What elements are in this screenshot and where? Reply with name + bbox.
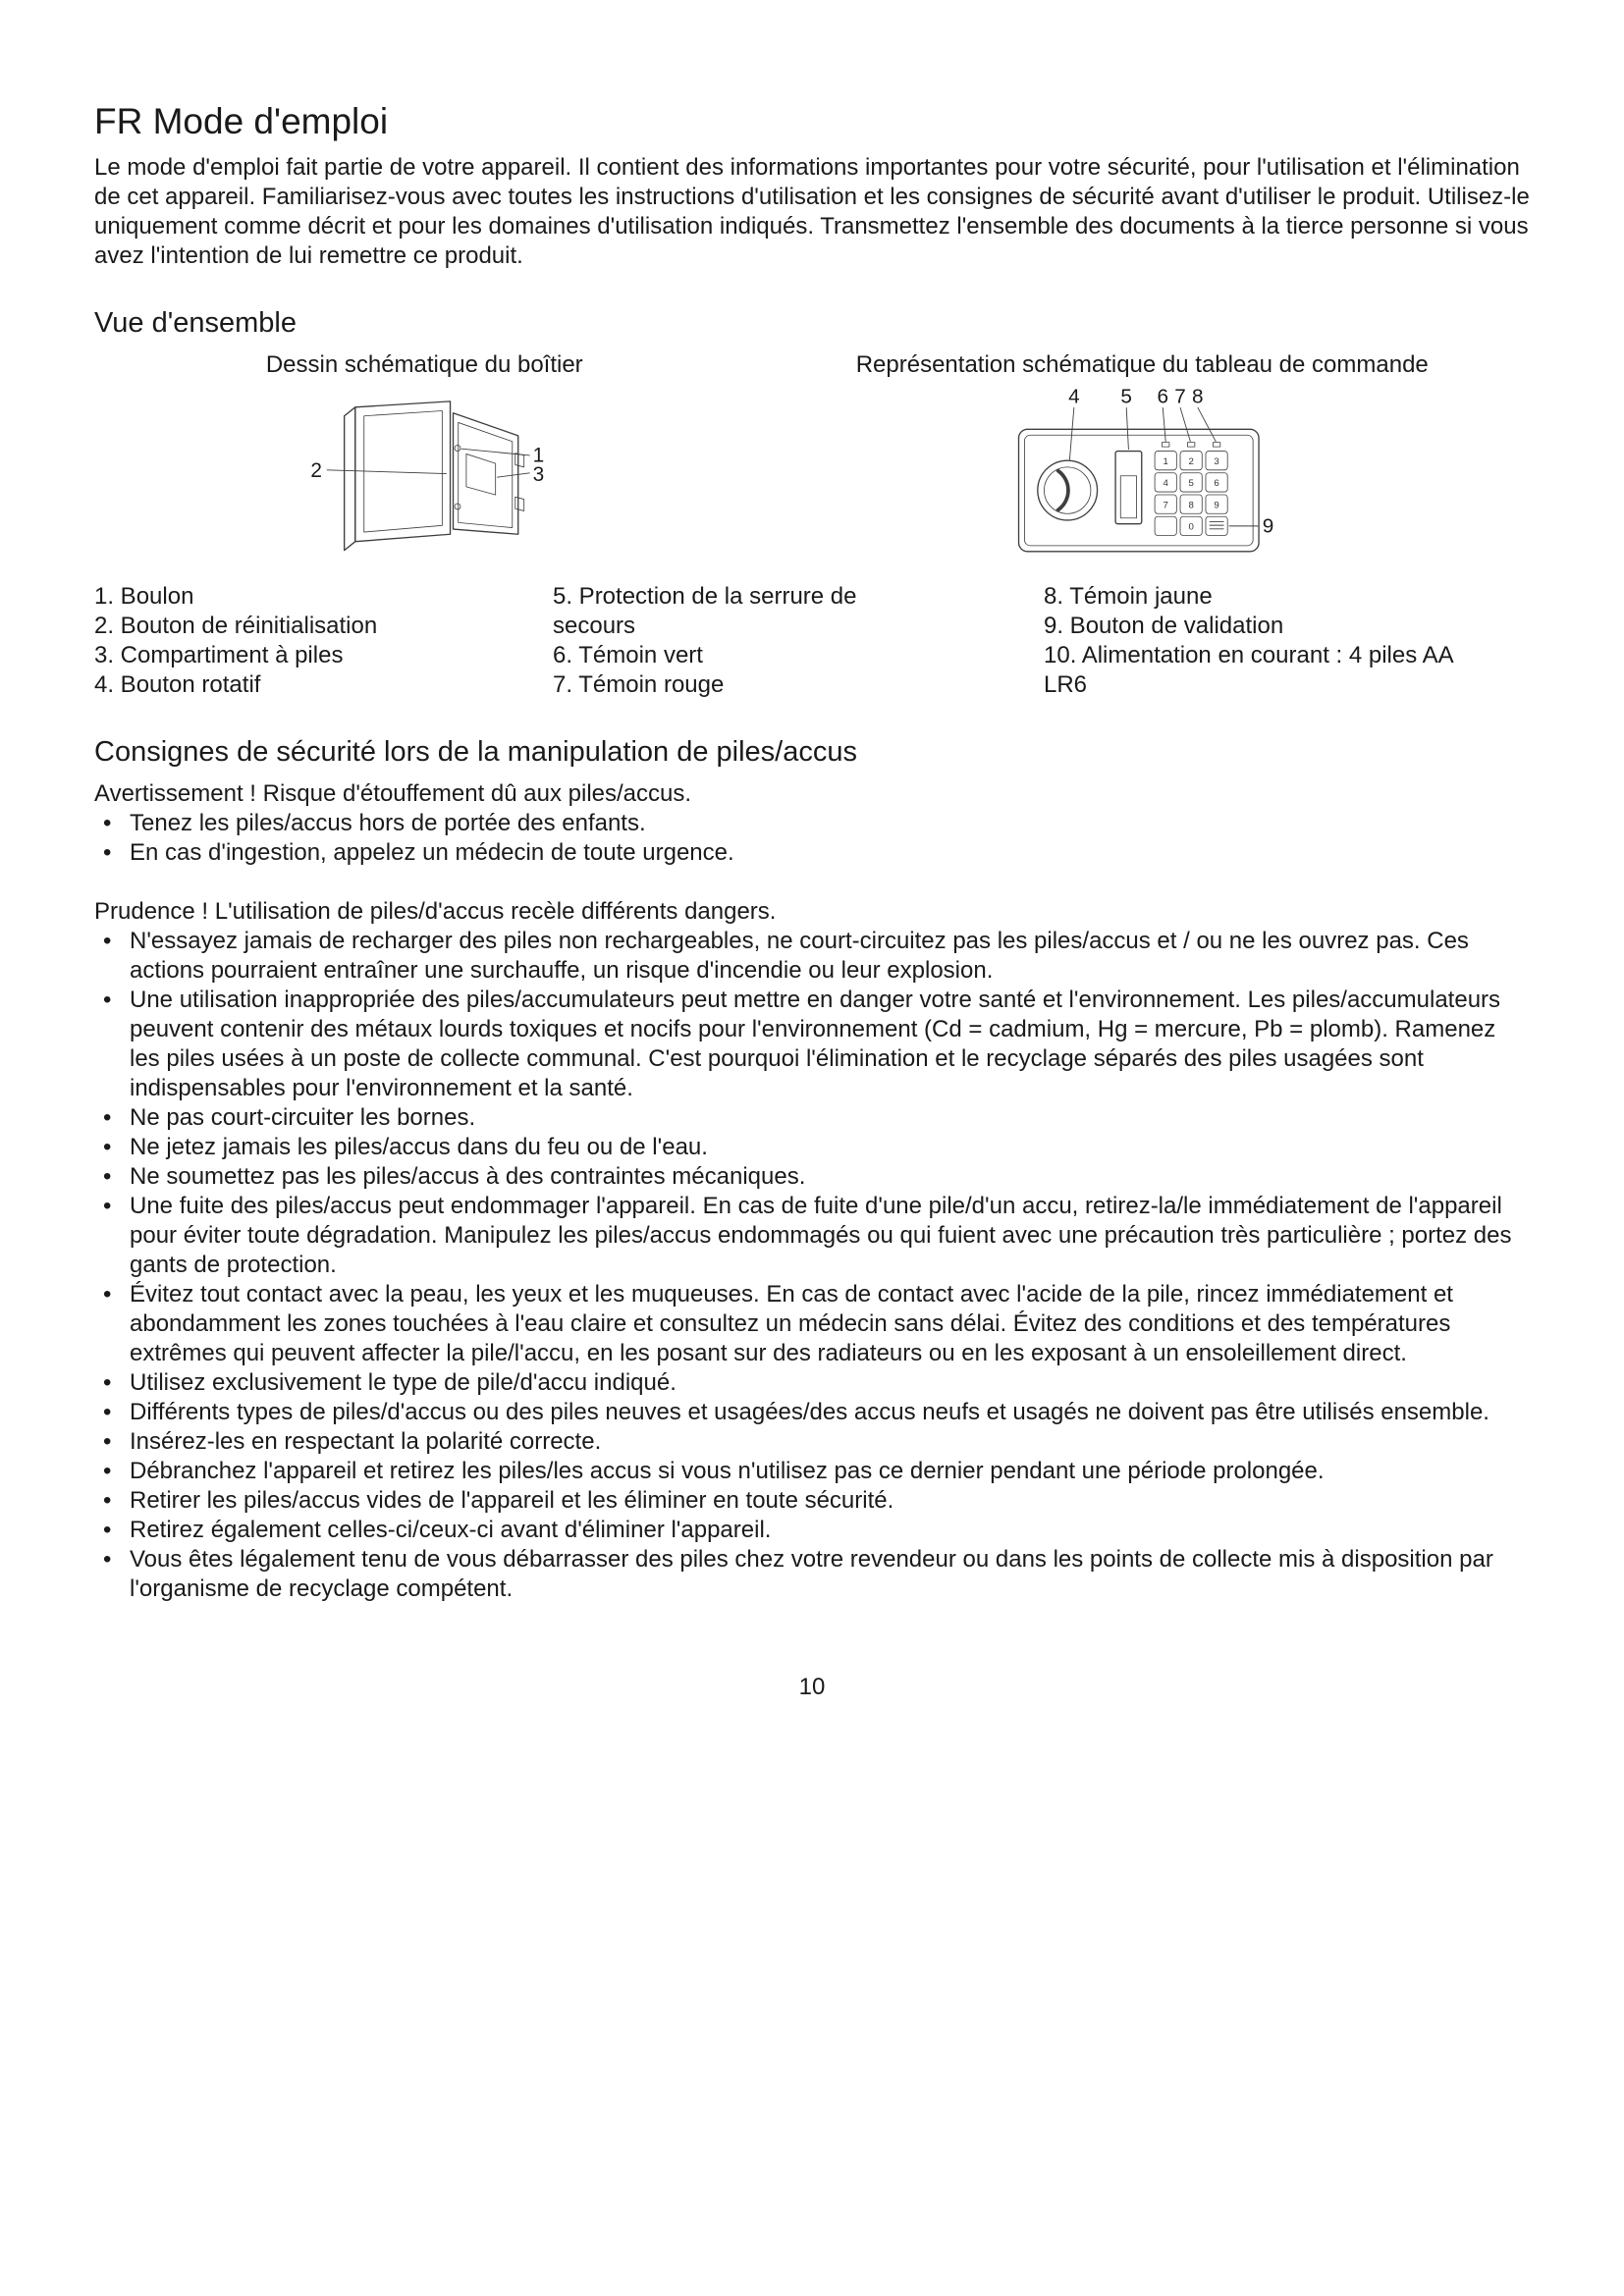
panel-figure: [755, 350, 1530, 566]
bullet-item: [94, 1516, 1530, 1545]
bullet-item: [94, 1545, 1530, 1604]
callout-8-label: 8: [1191, 385, 1204, 408]
bullet-item: [94, 1368, 1530, 1398]
bullet-text: Insérez-les en respectant la polarité correcte.: [130, 1427, 602, 1455]
bullet-text: Retirez également celles-ci/ceux-ci avant d'éliminer l'appareil.: [130, 1516, 772, 1543]
intro-paragraph: Le mode d'emploi fait partie de votre appareil. Il contient des informations importantes pour votre sécurité, pour l'utilisation et l'élimination de cet appareil. Familiarisez-vous avec toutes les instructions d'utilisation et les consignes de sécurité avant d'utiliser le produit. Utilisez-le uniquement comme décrit et pour les domaines d'utilisation indiqués. Transmettez l'ensemble des documents à la tierce personne si vous avez l'intention de lui remettre ce produit.: [94, 154, 1530, 270]
part-item: 4. Bouton rotatif: [94, 671, 261, 699]
callout-6-label: 6: [1157, 385, 1168, 408]
part-item: 9. Bouton de validation: [1044, 613, 1284, 640]
part-item: 1. Boulon: [94, 583, 194, 611]
bullet-item: [94, 1457, 1530, 1486]
part-item: 8. Témoin jaune: [1044, 583, 1213, 611]
keypad-key-label: 4: [1163, 478, 1168, 490]
bullet-text: Une fuite des piles/accus peut endommager l'appareil. En cas de fuite d'une pile/d'un accu, retirez-la/le immédiatement de l'appareil pour éviter toute dégradation. Manipulez les piles/accus endommagés ou qui fuient avec une précaution très particulière ; portez des gants de protection.: [130, 1192, 1512, 1278]
bullet-text: Tenez les piles/accus hors de portée des enfants.: [130, 809, 646, 836]
callout-2-label: 2: [310, 459, 322, 483]
bullet-item: [94, 1486, 1530, 1516]
bullet-item: [94, 1162, 1530, 1192]
keypad-key-label: 3: [1214, 456, 1219, 468]
parts-list: [94, 582, 1530, 700]
bullet-item: [94, 1192, 1530, 1280]
callout-5-label: 5: [1120, 385, 1132, 408]
bullet-item: [94, 1133, 1530, 1162]
caution-bullets: [94, 927, 1530, 1604]
keypad-key-label: 8: [1188, 500, 1194, 511]
bullet-text: Ne pas court-circuiter les bornes.: [130, 1103, 476, 1131]
part-item: 5. Protection de la serrure de secours: [553, 583, 857, 640]
keypad-key-label: 5: [1188, 478, 1194, 490]
page-number: 10: [798, 1673, 826, 1700]
overview-figures: [94, 350, 1530, 566]
bullet-item: [94, 1280, 1530, 1368]
page-title: FR Mode d'emploi: [94, 101, 389, 141]
keypad-key-label: 1: [1163, 456, 1168, 468]
control-panel-diagram: [1001, 384, 1284, 566]
overview-heading: Vue d'ensemble: [94, 307, 297, 340]
battery-safety-heading: Consignes de sécurité lors de la manipulation de piles/accus: [94, 736, 857, 769]
bullet-text: Débranchez l'appareil et retirez les piles/les accus si vous n'utilisez pas ce dernier pendant une période prolongée.: [130, 1457, 1325, 1484]
part-item: 7. Témoin rouge: [553, 671, 725, 699]
bullet-item: [94, 1103, 1530, 1133]
keypad-key-label: 9: [1214, 500, 1219, 511]
warning-bullets: [94, 809, 1530, 868]
part-item: 3. Compartiment à piles: [94, 642, 344, 669]
bullet-text: Évitez tout contact avec la peau, les yeux et les muqueuses. En cas de contact avec l'acide de la pile, rincez immédiatement et abondamment les zones touchées à l'eau claire et consultez un médecin sans délai. Évitez des conditions et des températures extrêmes qui peuvent affecter la pile/l'accu, en les posant sur des radiateurs ou en les exposant à un ensoleillement direct.: [130, 1280, 1453, 1366]
parts-column-3: [1044, 582, 1495, 700]
bullet-item: [94, 986, 1530, 1103]
part-item: 6. Témoin vert: [553, 642, 703, 669]
safe-box-diagram: [300, 384, 549, 566]
bullet-text: Vous êtes légalement tenu de vous débarrasser des piles chez votre revendeur ou dans les points de collecte mis à disposition par l'organisme de recyclage compétent.: [130, 1545, 1493, 1602]
bullet-text: N'essayez jamais de recharger des piles non rechargeables, ne court-circuitez pas les piles/accus et / ou ne les ouvrez pas. Ces actions pourraient entraîner une surchauffe, un risque d'incendie ou leur explosion.: [130, 927, 1469, 984]
keypad-key-label: 7: [1163, 500, 1168, 511]
callout-1-label: 1: [532, 444, 544, 467]
bullet-item: [94, 1427, 1530, 1457]
callout-9-label: 9: [1262, 514, 1274, 538]
bullet-text: Utilisez exclusivement le type de pile/d'accu indiqué.: [130, 1368, 677, 1396]
parts-column-2: [553, 582, 946, 700]
bullet-text: Ne soumettez pas les piles/accus à des contraintes mécaniques.: [130, 1162, 806, 1190]
bullet-item: [94, 838, 1530, 868]
keypad-key-label: 6: [1214, 478, 1219, 490]
keypad-key-label: 0: [1188, 521, 1194, 533]
parts-column-1: [94, 582, 553, 700]
bullet-text: Une utilisation inappropriée des piles/accumulateurs peut mettre en danger votre santé et l'environnement. Les piles/accumulateurs peuvent contenir des métaux lourds toxiques et nocifs pour l'environnement (Cd = cadmium, Hg = mercure, Pb = plomb). Ramenez les piles usées à un poste de collecte communal. C'est pourquoi l'élimination et le recyclage séparés des piles usagées sont indispensables pour l'environnement et la santé.: [130, 986, 1501, 1101]
bullet-item: [94, 927, 1530, 986]
box-figure-caption: Dessin schématique du boîtier: [265, 351, 583, 379]
warning-lead: Avertissement ! Risque d'étouffement dû aux piles/accus.: [94, 779, 692, 807]
bullet-item: [94, 809, 1530, 838]
bullet-text: Différents types de piles/d'accus ou des piles neuves et usagées/des accus neufs et usagés ne doivent pas être utilisés ensemble.: [130, 1398, 1489, 1425]
callout-3-label: 3: [532, 463, 544, 487]
part-item: 2. Bouton de réinitialisation: [94, 613, 378, 640]
panel-figure-caption: Représentation schématique du tableau de commande: [855, 351, 1429, 379]
bullet-text: Retirer les piles/accus vides de l'appareil et les éliminer en toute sécurité.: [130, 1486, 894, 1514]
keypad-key-label: 2: [1188, 456, 1194, 468]
callout-7-label: 7: [1174, 385, 1186, 408]
bullet-text: Ne jetez jamais les piles/accus dans du feu ou de l'eau.: [130, 1133, 708, 1160]
callout-4-label: 4: [1067, 385, 1080, 408]
bullet-item: [94, 1398, 1530, 1427]
caution-lead: Prudence ! L'utilisation de piles/d'accus recèle différents dangers.: [94, 897, 777, 925]
bullet-text: En cas d'ingestion, appelez un médecin de toute urgence.: [130, 838, 734, 866]
box-figure: [94, 350, 755, 566]
part-item: 10. Alimentation en courant : 4 piles AA LR6: [1044, 642, 1453, 699]
